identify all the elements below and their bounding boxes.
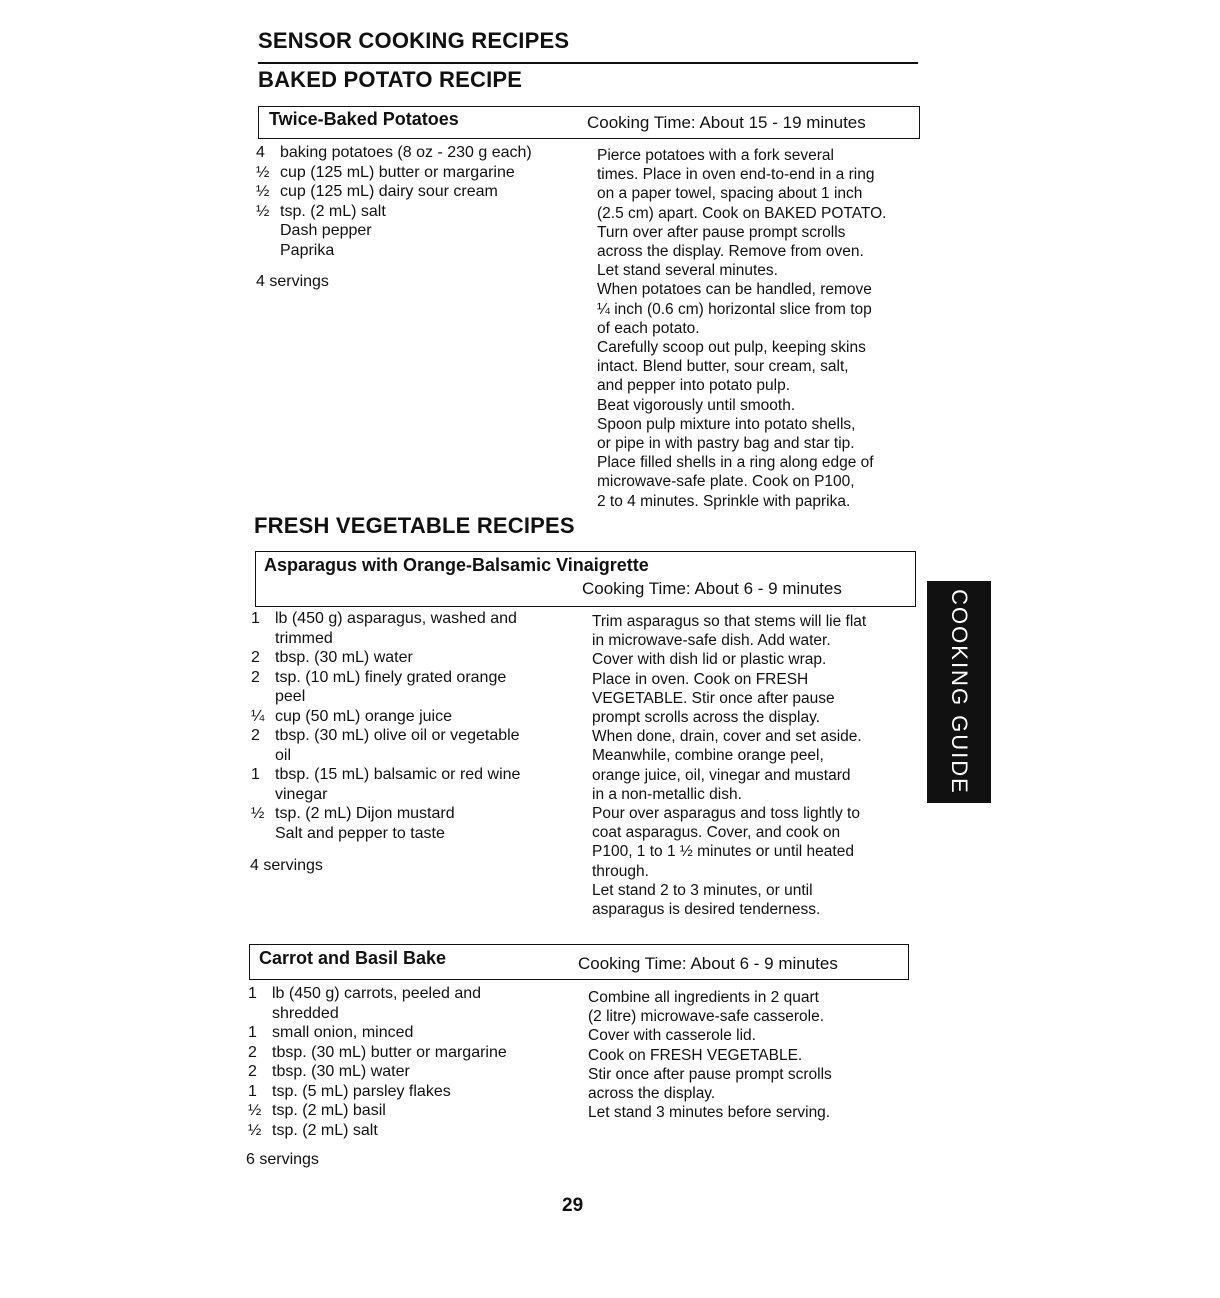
direction-line: times. Place in oven end-to-end in a ring xyxy=(597,166,875,184)
ingredient-row: Salt and pepper to taste xyxy=(275,824,445,842)
direction-line: VEGETABLE. Stir once after pause xyxy=(592,689,835,707)
direction-line: in microwave-safe dish. Add water. xyxy=(592,632,831,650)
ingredient-list xyxy=(256,143,576,260)
section-heading-baked-potato: BAKED POTATO RECIPE xyxy=(258,67,523,92)
direction-line: P100, 1 to 1 ½ minutes or until heated xyxy=(592,843,854,861)
direction-line: Let stand 2 to 3 minutes, or until xyxy=(592,881,813,899)
direction-line: Pierce potatoes with a fork several xyxy=(597,147,834,164)
side-tab xyxy=(927,581,991,803)
direction-line: ¼ inch (0.6 cm) horizontal slice from top xyxy=(597,300,872,318)
ingredient-row: ¼ cup (50 mL) orange juice xyxy=(251,707,452,725)
direction-line: Let stand 3 minutes before serving. xyxy=(588,1104,831,1122)
direction-line: microwave-safe plate. Cook on P100, xyxy=(597,473,855,491)
ingredient-row: ½ cup (125 mL) dairy sour cream xyxy=(256,183,498,200)
ingredient-row: 2 tsp. (10 mL) finely grated orange xyxy=(251,668,507,686)
ingredient-list xyxy=(248,984,568,1140)
direction-line: across the display. xyxy=(588,1085,716,1103)
ingredient-row: 2 tbsp. (30 mL) water xyxy=(248,1063,410,1080)
direction-line: Place in oven. Cook on FRESH xyxy=(592,670,809,688)
direction-line: When potatoes can be handled, remove xyxy=(597,281,872,299)
ingredient-row: ½ cup (125 mL) butter or margarine xyxy=(256,163,515,181)
direction-line: (2 litre) microwave-safe casserole. xyxy=(588,1008,825,1026)
direction-line: Meanwhile, combine orange peel, xyxy=(592,747,824,765)
direction-line: orange juice, oil, vinegar and mustard xyxy=(592,766,851,784)
direction-line: Turn over after pause prompt scrolls xyxy=(597,223,846,241)
ingredient-row: ½ tsp. (2 mL) basil xyxy=(248,1102,386,1119)
recipe-title: Twice-Baked Potatoes xyxy=(269,109,459,129)
ingredient-row: 1 tsp. (5 mL) parsley flakes xyxy=(248,1082,451,1100)
direction-line: Cover with casserole lid. xyxy=(588,1027,756,1045)
ingredient-row: peel xyxy=(275,688,306,705)
direction-line: Pour over asparagus and toss lightly to xyxy=(592,805,860,823)
page-number: 29 xyxy=(562,1195,584,1216)
servings: 4 servings xyxy=(250,857,323,874)
ingredient-row: ½ tsp. (2 mL) Dijon mustard xyxy=(251,805,455,822)
direction-line: 2 to 4 minutes. Sprinkle with paprika. xyxy=(597,492,851,510)
ingredient-row: 1 lb (450 g) carrots, peeled and xyxy=(248,985,482,1002)
direction-line: Spoon pulp mixture into potato shells, xyxy=(597,415,856,433)
direction-line: Carefully scoop out pulp, keeping skins xyxy=(597,339,866,357)
direction-line: Cook on FRESH VEGETABLE. xyxy=(588,1046,803,1064)
direction-line: Let stand several minutes. xyxy=(597,262,778,280)
recipe-title-box xyxy=(249,944,909,980)
ingredient-row: 1 lb (450 g) asparagus, washed and xyxy=(251,610,517,627)
direction-line: and pepper into potato pulp. xyxy=(597,377,791,395)
direction-line: in a non-metallic dish. xyxy=(592,785,742,803)
direction-line: intact. Blend butter, sour cream, salt, xyxy=(597,358,849,376)
ingredient-row: 2 tbsp. (30 mL) butter or margarine xyxy=(248,1043,507,1061)
direction-line: Place filled shells in a ring along edge of xyxy=(597,454,874,472)
direction-line: coat asparagus. Cover, and cook on xyxy=(592,824,841,842)
ingredient-row: vinegar xyxy=(275,785,328,803)
title-rule xyxy=(258,62,918,64)
cooking-time: Cooking Time: About 6 - 9 minutes xyxy=(582,579,842,598)
recipe-title: Carrot and Basil Bake xyxy=(259,948,447,968)
directions xyxy=(588,988,918,1122)
direction-line: or pipe in with pastry bag and star tip. xyxy=(597,435,855,453)
ingredient-row: 2 tbsp. (30 mL) olive oil or vegetable xyxy=(251,727,520,744)
direction-line: asparagus is desired tenderness. xyxy=(592,901,821,919)
ingredient-row: trimmed xyxy=(275,629,333,647)
directions xyxy=(592,612,922,919)
directions xyxy=(597,146,927,511)
cooking-time: Cooking Time: About 6 - 9 minutes xyxy=(578,954,838,973)
recipe-title-box xyxy=(258,106,920,139)
section-heading-fresh-vegetable: FRESH VEGETABLE RECIPES xyxy=(254,513,575,538)
ingredient-row: Dash pepper xyxy=(280,222,372,239)
ingredient-row: Paprika xyxy=(280,241,335,259)
servings: 4 servings xyxy=(256,273,329,290)
ingredient-row: oil xyxy=(275,746,292,764)
ingredient-row: 4 baking potatoes (8 oz - 230 g each) xyxy=(256,144,532,161)
page-title: SENSOR COOKING RECIPES xyxy=(258,28,570,53)
ingredient-row: 1 small onion, minced xyxy=(248,1024,414,1041)
direction-line: Combine all ingredients in 2 quart xyxy=(588,989,819,1006)
direction-line: (2.5 cm) apart. Cook on BAKED POTATO. xyxy=(597,204,887,222)
recipe-title: Asparagus with Orange-Balsamic Vinaigrette xyxy=(264,555,649,575)
ingredient-row: ½ tsp. (2 mL) salt xyxy=(256,202,386,220)
cooking-time: Cooking Time: About 15 - 19 minutes xyxy=(587,113,866,132)
direction-line: Cover with dish lid or plastic wrap. xyxy=(592,651,827,669)
ingredient-row: ½ tsp. (2 mL) salt xyxy=(248,1121,378,1139)
ingredient-row: 2 tbsp. (30 mL) water xyxy=(251,649,413,666)
side-tab-label: COOKING GUIDE xyxy=(947,589,972,795)
direction-line: across the display. Remove from oven. xyxy=(597,243,864,261)
direction-line: on a paper towel, spacing about 1 inch xyxy=(597,185,863,203)
direction-line: through. xyxy=(592,862,649,880)
direction-line: Trim asparagus so that stems will lie flat xyxy=(592,613,867,630)
ingredient-list xyxy=(251,609,571,843)
direction-line: Stir once after pause prompt scrolls xyxy=(588,1065,832,1083)
recipe-title-box xyxy=(255,551,916,607)
direction-line: of each potato. xyxy=(597,319,700,337)
direction-line: prompt scrolls across the display. xyxy=(592,709,820,727)
direction-line: When done, drain, cover and set aside. xyxy=(592,728,862,746)
ingredient-row: 1 tbsp. (15 mL) balsamic or red wine xyxy=(251,766,521,783)
direction-line: Beat vigorously until smooth. xyxy=(597,396,796,414)
servings: 6 servings xyxy=(246,1151,319,1168)
ingredient-row: shredded xyxy=(272,1004,339,1022)
